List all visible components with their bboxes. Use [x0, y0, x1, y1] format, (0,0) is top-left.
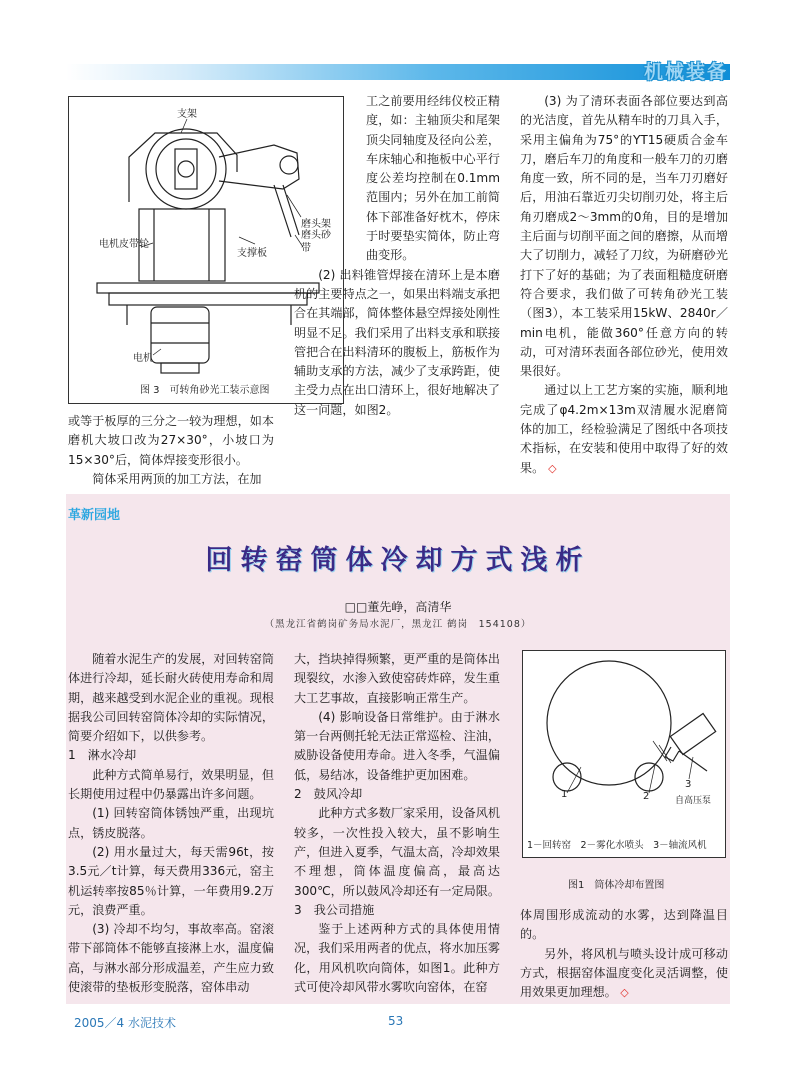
paragraph: 或等于板厚的三分之一较为理想，如本磨机大坡口改为27×30°，小坡口为15×30°后，简体焊接变形很小。	[68, 414, 274, 467]
figure-3-caption: 图 3 可转角砂光工装示意图	[140, 385, 270, 396]
paragraph	[68, 804, 274, 843]
figure-1	[522, 650, 726, 858]
paragraph: 简体采用两顶的加工方法，在加	[92, 471, 262, 486]
paragraph	[294, 708, 500, 785]
paragraph	[294, 920, 500, 997]
paragraph-text: 随着水泥生产的发展，对回转窑筒体进行冷却，延长耐火砖使用寿命和周期，越来越受到水泥企业的重视。现根据我公司回转窑筒体冷却的实际情况，简要介绍如下，以供参考。	[68, 652, 274, 744]
header-band	[66, 64, 730, 80]
section-heading	[294, 785, 500, 804]
paragraph	[520, 906, 728, 945]
top-column-3	[520, 92, 728, 478]
paragraph	[68, 843, 274, 920]
section-heading	[68, 746, 274, 765]
article-column-3	[520, 906, 728, 1002]
article-title: 回转窑筒体冷却方式浅析	[205, 545, 591, 576]
paragraph: (2) 出料锥管焊接在清环上是本磨机的主要特点之一，如果出料端支承把合在其端部，简体整体悬空焊接处刚性明显不足。我们采用了出料支承和联接管把合在出料清环的腹板上，筋板作为辅助支承的方法，减少了支承跨距，使主受力点在出口清环上，很好地解决了这一问题，如图2。	[294, 267, 500, 417]
footer-issue: 2005／4 水泥技术	[74, 1016, 176, 1030]
paragraph-text: 此种方式多数厂家采用，设备风机较多，一次性投入较大，虽不影响生产，但进入夏季，气温太高，冷却效果不理想，筒体温度偏高，最高达300℃，所以鼓风冷却还有一定局限。	[294, 806, 500, 898]
paragraph-text: 体周围形成流动的水雾，达到降温目的。	[520, 908, 728, 942]
article-column-2	[294, 650, 500, 997]
section-heading	[294, 901, 500, 920]
paragraph	[520, 945, 728, 1003]
label-support: 支架	[177, 109, 197, 120]
paragraph	[68, 920, 274, 997]
paragraph	[294, 804, 500, 900]
paragraph-text: 1 淋水冷却	[68, 748, 137, 763]
paragraph-text: 通过以上工艺方案的实施，顺利地完成了φ4.2m×13m双清履水泥磨简体的加工，经检验满足了图纸中各项技术指标，在安装和使用中取得了好的效果。	[520, 383, 728, 475]
paragraph-text: 另外，将风机与喷头设计成可移动方式，根据窑体温度变化灵活调整，使用效果更加理想。	[520, 946, 728, 1000]
label-1: 1	[561, 789, 568, 800]
page-number: 53	[388, 1014, 404, 1028]
paragraph	[294, 650, 500, 708]
article-column-1	[68, 650, 274, 997]
paragraph-text: (4) 影响设备日常维护。由于淋水第一台两侧托轮无法正常巡检、注油，威胁设备使用寿命。进入冬季，气温偏低，易结冰，设备维护更加困难。	[294, 709, 500, 782]
paragraph-text: (3) 冷却不均匀，事故率高。窑滚带下部筒体不能够直接淋上水，温度偏高，与淋水部分形成温差，产生应力致使滚带的垫板形变脱落，窑体串动	[68, 922, 274, 995]
article-affiliation: （黑龙江省鹤岗矿务局水泥厂，黑龙江 鹤岗 154108）	[264, 619, 532, 630]
paragraph	[68, 766, 274, 805]
label-grinding-wheel: 磨头砂带	[301, 230, 331, 254]
paragraph	[520, 381, 728, 477]
figure-1-drawing	[523, 651, 727, 859]
paragraph-text: 2 鼓风冷却	[294, 787, 363, 802]
figure-1-caption: 图1 筒体冷却布置图	[568, 880, 665, 891]
diamond-end-icon: ◇	[548, 461, 557, 475]
paragraph: 工之前要用经纬仪校正精度，如：主轴顶尖和尾架顶尖同轴度及径向公差，车床轴心和拖板中心平行度公差均控制在0.1mm范围内；另外在加工前简体下部准备好枕木，停床于时要垫实简体，防止弯曲变形。	[366, 94, 500, 263]
label-high-pressure-pump: 自高压泵	[675, 796, 712, 806]
label-motor-pulley: 电机皮带轮	[99, 239, 149, 250]
diamond-end-icon: ◇	[616, 986, 629, 1000]
paragraph-text: 大，挡块掉得频繁，更严重的是筒体出现裂纹，水渗入致使窑砖炸碎，发生重大工艺事故，直接影响正常生产。	[294, 652, 500, 705]
top-column-1	[68, 412, 274, 489]
paragraph	[68, 650, 274, 746]
article-authors: □□董先峥，高清华	[344, 600, 452, 614]
paragraph-text: (1) 回转窑筒体锈蚀严重，出现坑点，锈皮脱落。	[68, 806, 274, 840]
paragraph-text: (2) 用水量过大，每天需96t，按3.5元／t计算，每天费用336元，窑主机运转率按85％计算，一年费用9.2万元，浪费严重。	[68, 844, 274, 917]
paragraph-text: 鉴于上述两种方式的具体使用情况，我们采用两者的优点，将水加压雾化，用风机吹向筒体，如图1。此种方式可使冷却风带水雾吹向窑体，在窑	[294, 922, 500, 995]
label-2: 2	[643, 791, 650, 802]
label-support-plate: 支撑板	[237, 248, 267, 259]
paragraph-text: 此种方式简单易行，效果明显，但长期使用过程中仍暴露出许多问题。	[68, 767, 274, 802]
top-column-2	[294, 92, 500, 420]
figure-1-legend: 1－回转窑 2－雾化水喷头 3－轴流风机	[527, 840, 707, 851]
magazine-section-title: 机械装备	[643, 61, 728, 83]
paragraph-text: 3 我公司措施	[294, 902, 375, 917]
label-motor: 电机	[133, 353, 153, 364]
section-tag: 革新园地	[68, 508, 121, 523]
label-3: 3	[685, 779, 692, 790]
label-grinding-frame: 磨头架	[301, 219, 331, 230]
paragraph: (3) 为了清环表面各部位要达到高的光洁度，首先从精车时的刀具入手，采用主偏角为75°的YT15硬质合金车刀，磨后车刀的角度和一般车刀的刃磨角度一致，所不同的是，当车刀刃磨好后，用油石靠近刃尖切削刃处，将主后角刃磨成2～3mm的0角，目的是增加主后面与切削平面之间的磨擦，从而增大了切削力，减轻了刀纹，为研磨砂光打下了好的基础；为了表面粗糙度研磨符合要求，我们做了可转角砂光工装（图3），本工装采用15kW、2840r／min电机，能做360°任意方向的转动，可对清环表面各部位砂光，使用效果很好。	[520, 94, 728, 379]
